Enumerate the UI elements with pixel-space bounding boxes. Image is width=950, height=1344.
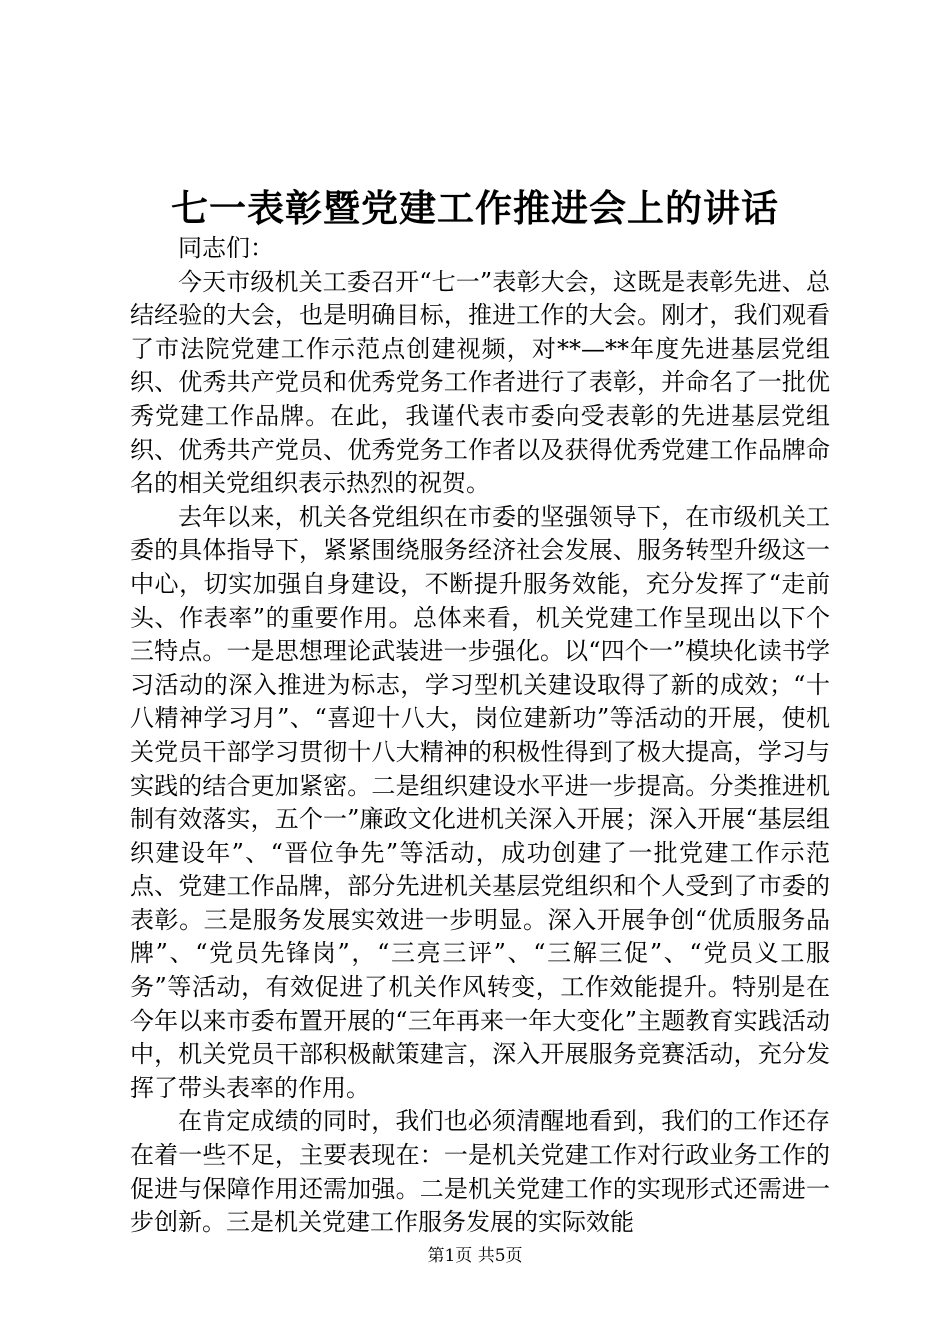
document-body xyxy=(130,232,830,1240)
paragraph-1: 今天市级机关工委召开“七一”表彰大会，这既是表彰先进、总结经验的大会，也是明确目标，推进工作的大会。刚才，我们观看了市法院党建工作示范点创建视频，对**—**年度先进基层党组织、优秀共产党员和优秀党务工作者进行了表彰，并命名了一批优秀党建工作品牌。在此，我谨代表市委向受表彰的先进基层党组织、优秀共产党员、优秀党务工作者以及获得优秀党建工作品牌命名的相关党组织表示热烈的祝贺。 xyxy=(130,267,830,498)
paragraph-2: 去年以来，机关各党组织在市委的坚强领导下，在市级机关工委的具体指导下，紧紧围绕服务经济社会发展、服务转型升级这一中心，切实加强自身建设，不断提升服务效能，充分发挥了“走前头、作表率”的重要作用。总体来看，机关党建工作呈现出以下个三特点。一是思想理论武装进一步强化。以“四个一”模块化读书学习活动的深入推进为标志，学习型机关建设取得了新的成效；“十八精神学习月”、“喜迎十八大，岗位建新功”等活动的开展，使机关党员干部学习贯彻十八大精神的积极性得到了极大提高，学习与实践的结合更加紧密。二是组织建设水平进一步提高。分类推进机制有效落实，五个一”廉政文化进机关深入开展；深入开展“基层组织建设年”、“晋位争先”等活动，成功创建了一批党建工作示范点、党建工作品牌，部分先进机关基层党组织和个人受到了市委的表彰。三是服务发展实效进一步明显。深入开展争创“优质服务品牌”、“党员先锋岗”，“三亮三评”、“三解三促”、“党员义工服务”等活动，有效促进了机关作风转变，工作效能提升。特别是在今年以来市委布置开展的“三年再来一年大变化”主题教育实践活动中，机关党员干部积极献策建言，深入开展服务竞赛活动，充分发挥了带头表率的作用。 xyxy=(130,502,830,1102)
page-number-footer: 第1页 共5页 xyxy=(427,1246,523,1266)
salutation: 同志们： xyxy=(178,234,274,262)
paragraph-3: 在肯定成绩的同时，我们也必须清醒地看到，我们的工作还存在着一些不足，主要表现在：一是机关党建工作对行政业务工作的促进与保障作用还需加强。二是机关党建工作的实现形式还需进一步创新。三是机关党建工作服务发展的实际效能 xyxy=(130,1107,830,1237)
document-title: 七一表彰暨党建工作推进会上的讲话 xyxy=(171,186,779,230)
